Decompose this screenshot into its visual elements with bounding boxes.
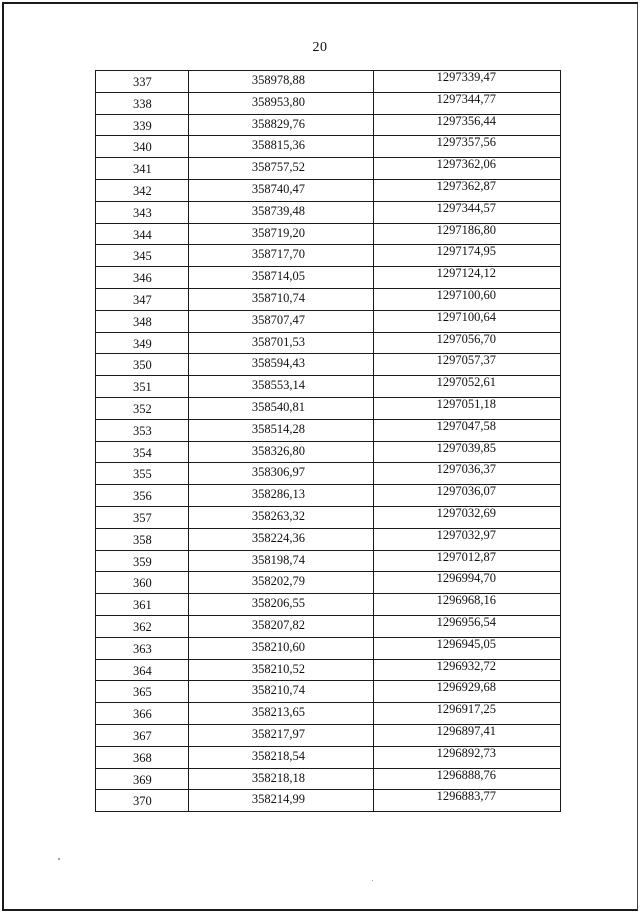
x-coordinate-cell: 358207,82: [189, 615, 374, 637]
y-coordinate-cell: 1297036,07: [374, 485, 561, 507]
table-row: [96, 506, 561, 528]
point-number-cell: 351: [96, 376, 189, 398]
point-number-cell: 342: [96, 179, 189, 201]
point-number-cell: 340: [96, 136, 189, 158]
y-coordinate-cell: 1297356,44: [374, 114, 561, 136]
x-coordinate-cell: 358815,36: [189, 136, 374, 158]
table-row: [96, 332, 561, 354]
table-row: [96, 136, 561, 158]
point-number-cell: 339: [96, 114, 189, 136]
x-coordinate-cell: 358210,60: [189, 637, 374, 659]
y-coordinate-cell: 1297051,18: [374, 397, 561, 419]
table-row: [96, 179, 561, 201]
table-row: [96, 267, 561, 289]
point-number-cell: 358: [96, 528, 189, 550]
point-number-cell: 364: [96, 659, 189, 681]
y-coordinate-cell: 1296968,16: [374, 594, 561, 616]
y-coordinate-cell: 1297174,95: [374, 245, 561, 267]
table-row: [96, 310, 561, 332]
y-coordinate-cell: 1297032,97: [374, 528, 561, 550]
table-row: [96, 615, 561, 637]
point-number-cell: 369: [96, 768, 189, 790]
table-row: [96, 441, 561, 463]
x-coordinate-cell: 358214,99: [189, 790, 374, 812]
y-coordinate-cell: 1296945,05: [374, 637, 561, 659]
table-row: [96, 594, 561, 616]
table-row: [96, 637, 561, 659]
scan-speck: [372, 880, 373, 881]
x-coordinate-cell: 358218,54: [189, 746, 374, 768]
scan-speck: [58, 858, 60, 860]
x-coordinate-cell: 358714,05: [189, 267, 374, 289]
y-coordinate-cell: 1297362,06: [374, 158, 561, 180]
table-row: [96, 397, 561, 419]
table-row: [96, 201, 561, 223]
y-coordinate-cell: 1296883,77: [374, 790, 561, 812]
table-row: [96, 681, 561, 703]
x-coordinate-cell: 358757,52: [189, 158, 374, 180]
point-number-cell: 348: [96, 310, 189, 332]
coordinates-table-container: [95, 70, 560, 812]
table-row: [96, 790, 561, 812]
point-number-cell: 341: [96, 158, 189, 180]
y-coordinate-cell: 1297012,87: [374, 550, 561, 572]
point-number-cell: 354: [96, 441, 189, 463]
y-coordinate-cell: 1296897,41: [374, 724, 561, 746]
x-coordinate-cell: 358198,74: [189, 550, 374, 572]
point-number-cell: 360: [96, 572, 189, 594]
table-row: [96, 92, 561, 114]
point-number-cell: 357: [96, 506, 189, 528]
point-number-cell: 370: [96, 790, 189, 812]
point-number-cell: 343: [96, 201, 189, 223]
y-coordinate-cell: 1297052,61: [374, 376, 561, 398]
point-number-cell: 368: [96, 746, 189, 768]
x-coordinate-cell: 358739,48: [189, 201, 374, 223]
y-coordinate-cell: 1296929,68: [374, 681, 561, 703]
y-coordinate-cell: 1296888,76: [374, 768, 561, 790]
y-coordinate-cell: 1297344,57: [374, 201, 561, 223]
x-coordinate-cell: 358717,70: [189, 245, 374, 267]
point-number-cell: 355: [96, 463, 189, 485]
x-coordinate-cell: 358829,76: [189, 114, 374, 136]
table-row: [96, 703, 561, 725]
x-coordinate-cell: 358553,14: [189, 376, 374, 398]
x-coordinate-cell: 358286,13: [189, 485, 374, 507]
table-row: [96, 114, 561, 136]
y-coordinate-cell: 1296956,54: [374, 615, 561, 637]
point-number-cell: 359: [96, 550, 189, 572]
table-row: [96, 528, 561, 550]
x-coordinate-cell: 358710,74: [189, 288, 374, 310]
point-number-cell: 352: [96, 397, 189, 419]
point-number-cell: 361: [96, 594, 189, 616]
coordinates-table: [95, 70, 561, 812]
y-coordinate-cell: 1297057,37: [374, 354, 561, 376]
y-coordinate-cell: 1297344,77: [374, 92, 561, 114]
x-coordinate-cell: 358224,36: [189, 528, 374, 550]
point-number-cell: 344: [96, 223, 189, 245]
x-coordinate-cell: 358326,80: [189, 441, 374, 463]
coordinates-table-body: [96, 71, 561, 812]
table-row: [96, 71, 561, 93]
x-coordinate-cell: 358218,18: [189, 768, 374, 790]
point-number-cell: 347: [96, 288, 189, 310]
table-row: [96, 572, 561, 594]
x-coordinate-cell: 358719,20: [189, 223, 374, 245]
point-number-cell: 353: [96, 419, 189, 441]
y-coordinate-cell: 1297100,64: [374, 310, 561, 332]
point-number-cell: 356: [96, 485, 189, 507]
point-number-cell: 367: [96, 724, 189, 746]
y-coordinate-cell: 1296892,73: [374, 746, 561, 768]
x-coordinate-cell: 358594,43: [189, 354, 374, 376]
point-number-cell: 337: [96, 71, 189, 93]
x-coordinate-cell: 358210,52: [189, 659, 374, 681]
x-coordinate-cell: 358514,28: [189, 419, 374, 441]
point-number-cell: 346: [96, 267, 189, 289]
table-row: [96, 288, 561, 310]
y-coordinate-cell: 1297032,69: [374, 506, 561, 528]
x-coordinate-cell: 358202,79: [189, 572, 374, 594]
x-coordinate-cell: 358210,74: [189, 681, 374, 703]
x-coordinate-cell: 358263,32: [189, 506, 374, 528]
table-row: [96, 245, 561, 267]
y-coordinate-cell: 1296994,70: [374, 572, 561, 594]
point-number-cell: 363: [96, 637, 189, 659]
page-number: 20: [312, 40, 328, 55]
y-coordinate-cell: 1297056,70: [374, 332, 561, 354]
x-coordinate-cell: 358707,47: [189, 310, 374, 332]
y-coordinate-cell: 1297186,80: [374, 223, 561, 245]
y-coordinate-cell: 1296932,72: [374, 659, 561, 681]
y-coordinate-cell: 1297047,58: [374, 419, 561, 441]
point-number-cell: 338: [96, 92, 189, 114]
y-coordinate-cell: 1297362,87: [374, 179, 561, 201]
table-row: [96, 659, 561, 681]
table-row: [96, 746, 561, 768]
x-coordinate-cell: 358953,80: [189, 92, 374, 114]
point-number-cell: 349: [96, 332, 189, 354]
x-coordinate-cell: 358306,97: [189, 463, 374, 485]
table-row: [96, 724, 561, 746]
table-row: [96, 354, 561, 376]
table-row: [96, 463, 561, 485]
x-coordinate-cell: 358217,97: [189, 724, 374, 746]
point-number-cell: 350: [96, 354, 189, 376]
point-number-cell: 362: [96, 615, 189, 637]
y-coordinate-cell: 1297339,47: [374, 71, 561, 93]
point-number-cell: 365: [96, 681, 189, 703]
x-coordinate-cell: 358740,47: [189, 179, 374, 201]
point-number-cell: 366: [96, 703, 189, 725]
x-coordinate-cell: 358978,88: [189, 71, 374, 93]
table-row: [96, 550, 561, 572]
x-coordinate-cell: 358206,55: [189, 594, 374, 616]
table-row: [96, 158, 561, 180]
table-row: [96, 376, 561, 398]
y-coordinate-cell: 1297039,85: [374, 441, 561, 463]
x-coordinate-cell: 358213,65: [189, 703, 374, 725]
table-row: [96, 223, 561, 245]
x-coordinate-cell: 358540,81: [189, 397, 374, 419]
table-row: [96, 419, 561, 441]
point-number-cell: 345: [96, 245, 189, 267]
y-coordinate-cell: 1296917,25: [374, 703, 561, 725]
table-row: [96, 768, 561, 790]
y-coordinate-cell: 1297357,56: [374, 136, 561, 158]
y-coordinate-cell: 1297100,60: [374, 288, 561, 310]
y-coordinate-cell: 1297036,37: [374, 463, 561, 485]
y-coordinate-cell: 1297124,12: [374, 267, 561, 289]
x-coordinate-cell: 358701,53: [189, 332, 374, 354]
table-row: [96, 485, 561, 507]
